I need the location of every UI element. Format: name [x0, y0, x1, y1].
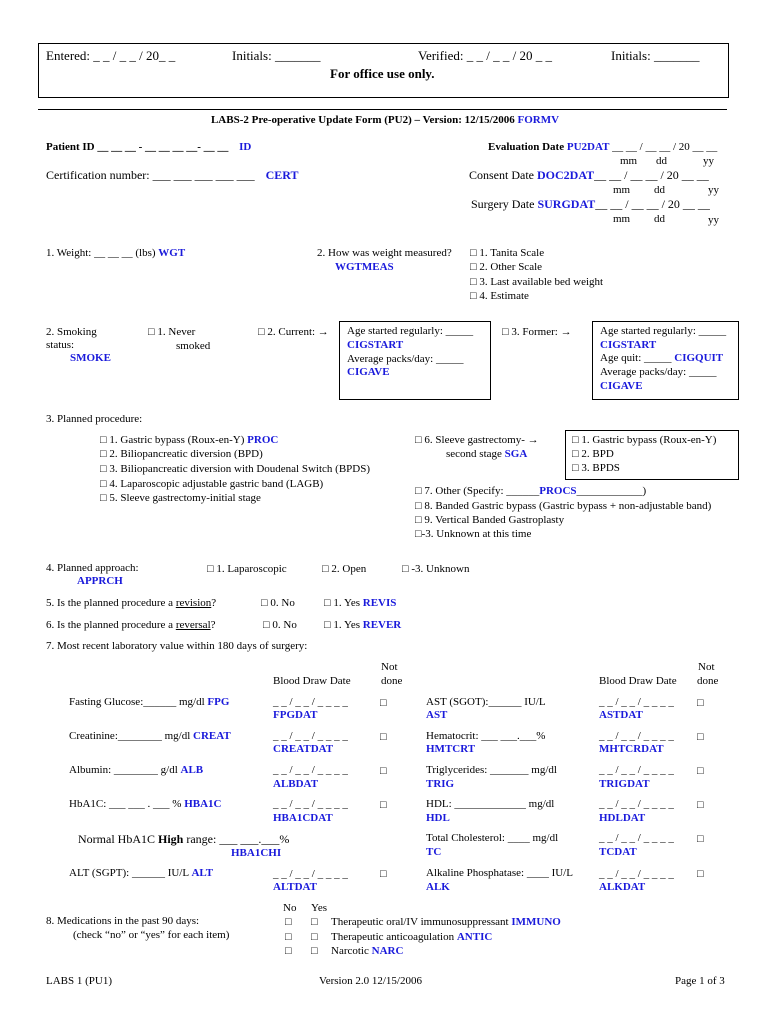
weight-measure-option[interactable]: □ 4. Estimate — [470, 290, 529, 302]
surgery-date-field — [471, 198, 710, 211]
smoking-former-option[interactable]: □ 3. Former: → — [502, 326, 572, 338]
lab-label: HbA1C: ___ ___ . ___ % — [69, 798, 182, 810]
lab-date-blank[interactable]: _ _ / _ _ / _ _ _ _ — [273, 798, 348, 810]
former-age-quit[interactable] — [600, 352, 723, 365]
lab-code: TC — [426, 846, 442, 858]
approach-code: APPRCH — [77, 575, 123, 587]
med-no-checkbox[interactable]: □ — [285, 916, 292, 928]
procedure-option[interactable]: □ 3. Biliopancreatic diversion with Doudenal Switch (BPDS) — [100, 463, 370, 475]
reversal-qmark: ? — [210, 619, 216, 631]
hba1c-high-range[interactable] — [78, 833, 289, 846]
lab-date-blank[interactable]: _ _ / _ _ / _ _ _ _ — [599, 798, 674, 810]
current-age-started-code: CIGSTART — [347, 339, 404, 351]
hba1c-range-bold: High — [158, 832, 184, 846]
not-done-checkbox[interactable]: □ — [697, 731, 704, 743]
procedure-question: 3. Planned procedure: — [46, 413, 143, 425]
reversal-yes-label: □ 1. Yes — [324, 619, 360, 631]
med-item-immuno — [331, 916, 561, 929]
med-code: IMMUNO — [511, 916, 561, 928]
right-not-done-header-1: Not — [698, 661, 715, 673]
lab-date-blank[interactable]: _ _ / _ _ / _ _ _ _ — [273, 696, 348, 708]
left-not-done-header-1: Not — [381, 661, 398, 673]
procedure-option[interactable]: □ 5. Sleeve gastrectomy-initial stage — [100, 492, 261, 504]
former-packs[interactable]: Average packs/day: _____ — [600, 366, 717, 378]
lab-date-blank[interactable]: _ _ / _ _ / _ _ _ _ — [273, 868, 348, 880]
eval-date-blank: __ __ / __ __ / 20 __ __ — [612, 141, 718, 153]
footer-version: Version 2.0 12/15/2006 — [319, 975, 422, 987]
weight-measure-option[interactable]: □ 3. Last available bed weight — [470, 276, 604, 288]
med-no-checkbox[interactable]: □ — [285, 945, 292, 957]
sga-option[interactable]: □ 2. BPD — [572, 448, 614, 460]
revision-question — [46, 597, 216, 610]
not-done-checkbox[interactable]: □ — [697, 868, 704, 880]
lab-date-blank[interactable]: _ _ / _ _ / _ _ _ _ — [599, 730, 674, 742]
sga-option[interactable]: □ 3. BPDS — [572, 462, 620, 474]
medications-question: 8. Medications in the past 90 days: — [46, 915, 200, 927]
med-yes-checkbox[interactable]: □ — [311, 916, 318, 928]
consent-mm: mm — [613, 184, 631, 196]
lab-hdl-value[interactable]: HDL: _____________ mg/dl — [426, 798, 555, 810]
weight-measure-question: 2. How was weight measured? — [317, 247, 452, 259]
lab-alt-value[interactable] — [69, 867, 213, 880]
weight-measure-option[interactable]: □ 1. Tanita Scale — [470, 247, 545, 259]
approach-option[interactable]: □ 1. Laparoscopic — [207, 563, 287, 575]
lab-hba1c-value[interactable] — [69, 798, 221, 811]
not-done-checkbox[interactable]: □ — [380, 799, 387, 811]
reversal-question — [46, 619, 216, 632]
left-not-done-header-2: done — [381, 675, 403, 687]
medications-yes-header: Yes — [311, 902, 328, 914]
consent-date-blank: __ __ / __ __ / 20 __ __ — [594, 168, 709, 182]
lab-code: AST — [426, 709, 448, 721]
surgery-dd: dd — [654, 213, 665, 225]
medications-instructions: (check “no” or “yes” for each item) — [73, 929, 230, 941]
lab-label: ALT (SGPT): ______ IU/L — [69, 867, 189, 879]
former-age-quit-code: CIGQUIT — [674, 352, 724, 364]
reversal-yes-option[interactable] — [324, 619, 401, 632]
weight-field[interactable] — [46, 247, 185, 260]
reversal-question-text: 6. Is the planned procedure a — [46, 619, 174, 631]
current-age-started[interactable]: Age started regularly: _____ — [347, 325, 474, 337]
lab-code: HMTCRT — [426, 743, 476, 755]
lab-date-code: ALTDAT — [273, 881, 318, 893]
lab-code: HBA1C — [184, 798, 222, 810]
surgery-mm: mm — [613, 213, 631, 225]
revision-qmark: ? — [211, 597, 217, 609]
procedure-code: PROC — [247, 434, 279, 446]
lab-label: Creatinine:________ mg/dl — [69, 730, 191, 742]
eval-date-field — [488, 141, 717, 154]
lab-hematocrit-value[interactable]: Hematocrit: ___ ___.___% — [426, 730, 546, 742]
hba1c-range-code: HBA1CHI — [231, 847, 282, 859]
procedure-option[interactable]: □-3. Unknown at this time — [415, 528, 532, 540]
med-item-antic — [331, 931, 492, 944]
lab-date-blank[interactable]: _ _ / _ _ / _ _ _ _ — [599, 764, 674, 776]
lab-date-blank[interactable]: _ _ / _ _ / _ _ _ _ — [599, 832, 674, 844]
med-label: Therapeutic oral/IV immunosuppressant — [331, 916, 509, 928]
sga-option[interactable]: □ 1. Gastric bypass (Roux-en-Y) — [572, 434, 717, 446]
med-yes-checkbox[interactable]: □ — [311, 945, 318, 957]
procedure-other-blank: ____________) — [576, 485, 647, 497]
procedure-option[interactable]: □ 8. Banded Gastric bypass (Gastric bypass + non-adjustable band) — [415, 500, 712, 512]
lab-date-blank[interactable]: _ _ / _ _ / _ _ _ _ — [273, 764, 348, 776]
med-item-narc — [331, 945, 403, 958]
procedure-option[interactable]: □ 4. Laparoscopic adjustable gastric band (LAGB) — [100, 478, 324, 490]
lab-alk-value[interactable]: Alkaline Phosphatase: ____ IU/L — [426, 867, 573, 879]
lab-date-code: ASTDAT — [599, 709, 643, 721]
current-packs-code: CIGAVE — [347, 366, 390, 378]
lab-date-code: FPGDAT — [273, 709, 318, 721]
right-blood-draw-header: Blood Draw Date — [599, 675, 677, 687]
eval-date-label: Evaluation Date — [488, 141, 565, 153]
office-use-note: For office use only. — [330, 66, 435, 81]
lab-date-code: HDLDAT — [599, 812, 646, 824]
consent-dd: dd — [654, 184, 665, 196]
form-title-text: LABS-2 Pre-operative Update Form (PU2) – Version: 12/15/2006 — [210, 114, 515, 126]
lab-cholesterol-value[interactable]: Total Cholesterol: ____ mg/dl — [426, 832, 559, 844]
eval-dd: dd — [656, 155, 667, 167]
not-done-checkbox[interactable]: □ — [380, 765, 387, 777]
smoking-current-option[interactable]: □ 2. Current: → — [258, 326, 329, 338]
patient-id-field — [46, 141, 251, 154]
lab-code: HDL — [426, 812, 450, 824]
consent-date-code: DOC2DAT — [537, 168, 595, 182]
sleeve-code: SGA — [504, 448, 528, 460]
med-yes-checkbox[interactable]: □ — [311, 931, 318, 943]
current-packs[interactable]: Average packs/day: _____ — [347, 353, 464, 365]
procedure-option[interactable]: □ 2. Biliopancreatic diversion (BPD) — [100, 448, 263, 460]
sleeve-second-option[interactable]: □ 6. Sleeve gastrectomy- → — [415, 434, 539, 446]
eval-date-code: PU2DAT — [566, 141, 610, 153]
procedure-other-code: PROCS — [539, 485, 577, 497]
lab-glucose-value[interactable] — [69, 696, 229, 709]
surgery-date-label: Surgery Date — [471, 197, 535, 211]
med-no-checkbox[interactable]: □ — [285, 931, 292, 943]
not-done-checkbox[interactable]: □ — [697, 697, 704, 709]
footer-form-id: LABS 1 (PU1) — [46, 975, 113, 987]
lab-date-code: ALBDAT — [273, 778, 319, 790]
lab-date-blank[interactable]: _ _ / _ _ / _ _ _ _ — [599, 696, 674, 708]
sleeve-second-label — [446, 448, 527, 461]
med-code: NARC — [371, 945, 404, 957]
lab-albumin-value[interactable] — [69, 764, 203, 777]
former-age-quit-label: Age quit: _____ — [600, 352, 672, 364]
consent-date-label: Consent Date — [469, 168, 534, 182]
smoking-label-1: 2. Smoking — [46, 326, 97, 338]
form-code: FORMV — [517, 114, 560, 126]
consent-yy: yy — [708, 184, 719, 196]
surgery-date-code: SURGDAT — [537, 197, 596, 211]
weight-measure-option[interactable]: □ 2. Other Scale — [470, 261, 543, 273]
initials-field-2: Initials: _______ — [611, 48, 700, 63]
former-age-started[interactable]: Age started regularly: _____ — [600, 325, 727, 337]
lab-code: ALT — [191, 867, 214, 879]
not-done-checkbox[interactable]: □ — [380, 868, 387, 880]
patient-id-label: Patient ID __ __ __ - __ __ __ __- __ __ — [46, 141, 229, 153]
approach-option[interactable]: □ -3. Unknown — [402, 563, 470, 575]
revision-question-text: 5. Is the planned procedure a — [46, 597, 174, 609]
revision-yes-label: □ 1. Yes — [324, 597, 360, 609]
revision-yes-option[interactable] — [324, 597, 396, 610]
procedure-other-label: □ 7. Other (Specify: ______ — [415, 485, 540, 497]
lab-date-code: TRIGDAT — [599, 778, 650, 790]
weight-label: 1. Weight: __ __ __ (lbs) — [46, 247, 156, 259]
cert-code: CERT — [265, 168, 299, 182]
cert-field — [46, 169, 299, 182]
consent-date-field — [469, 169, 709, 182]
smoking-code: SMOKE — [70, 352, 111, 364]
surgery-yy: yy — [708, 214, 719, 226]
med-label: Therapeutic anticoagulation — [331, 931, 455, 943]
eval-mm: mm — [620, 155, 638, 167]
lab-code: CREAT — [193, 730, 231, 742]
lab-label: Fasting Glucose:______ mg/dl — [69, 696, 205, 708]
footer-page: Page 1 of 3 — [675, 975, 725, 987]
surgery-date-blank: __ __ / __ __ / 20 __ __ — [595, 197, 710, 211]
former-packs-code: CIGAVE — [600, 380, 643, 392]
eval-yy: yy — [703, 155, 714, 167]
reversal-no-option[interactable]: □ 0. No — [263, 619, 297, 631]
smoking-never-option[interactable]: □ 1. Never — [148, 326, 196, 338]
right-not-done-header-2: done — [697, 675, 719, 687]
smoking-never-label: smoked — [176, 340, 211, 352]
revision-no-option[interactable]: □ 0. No — [261, 597, 295, 609]
reversal-code: REVER — [362, 619, 402, 631]
entered-field: Entered: _ _ / _ _ / 20_ _ — [46, 48, 176, 63]
weight-measure-code: WGTMEAS — [335, 261, 394, 273]
cert-label: Certification number: ___ ___ ___ ___ ___ — [46, 168, 255, 182]
not-done-checkbox[interactable]: □ — [697, 765, 704, 777]
procedure-option-label: □ 1. Gastric bypass (Roux-en-Y) — [100, 434, 245, 446]
verified-field: Verified: _ _ / _ _ / 20 _ _ — [418, 48, 552, 63]
hba1c-range-blank: range: ___ ___.___% — [186, 832, 290, 846]
lab-code: TRIG — [426, 778, 455, 790]
lab-code: ALK — [426, 881, 450, 893]
patient-id-code: ID — [239, 141, 252, 153]
revision-code: REVIS — [362, 597, 397, 609]
lab-date-blank[interactable]: _ _ / _ _ / _ _ _ _ — [273, 730, 348, 742]
sleeve-second-text: second stage — [446, 448, 502, 460]
lab-date-code: HBA1CDAT — [273, 812, 333, 824]
form-title — [0, 114, 770, 127]
former-age-started-code: CIGSTART — [600, 339, 657, 351]
weight-code: WGT — [158, 247, 186, 259]
initials-field-1: Initials: _______ — [232, 48, 321, 63]
lab-trig-value[interactable]: Triglycerides: _______ mg/dl — [426, 764, 557, 776]
lab-date-blank[interactable]: _ _ / _ _ / _ _ _ _ — [599, 868, 674, 880]
left-blood-draw-header: Blood Draw Date — [273, 675, 351, 687]
procedure-option[interactable] — [100, 434, 278, 447]
approach-question: 4. Planned approach: — [46, 562, 139, 574]
lab-date-code: CREATDAT — [273, 743, 334, 755]
not-done-checkbox[interactable]: □ — [697, 833, 704, 845]
procedure-other-option[interactable] — [415, 485, 646, 498]
not-done-checkbox[interactable]: □ — [380, 731, 387, 743]
not-done-checkbox[interactable]: □ — [697, 799, 704, 811]
lab-ast-value[interactable]: AST (SGOT):______ IU/L — [426, 696, 546, 708]
title-rule — [38, 109, 727, 110]
lab-code: ALB — [180, 764, 204, 776]
approach-option[interactable]: □ 2. Open — [322, 563, 367, 575]
lab-date-code: MHTCRDAT — [599, 743, 664, 755]
hba1c-range-label: Normal HbA1C — [78, 832, 155, 846]
revision-word: revision — [175, 597, 212, 609]
lab-date-code: TCDAT — [599, 846, 637, 858]
reversal-word: reversal — [175, 619, 211, 631]
smoking-label-2: status: — [46, 339, 75, 351]
procedure-option[interactable]: □ 9. Vertical Banded Gastroplasty — [415, 514, 565, 526]
lab-creatinine-value[interactable] — [69, 730, 231, 743]
med-label: Narcotic — [331, 945, 369, 957]
lab-code: FPG — [207, 696, 230, 708]
med-code: ANTIC — [456, 931, 493, 943]
lab-label: Albumin: ________ g/dl — [69, 764, 178, 776]
lab-date-code: ALKDAT — [599, 881, 646, 893]
medications-no-header: No — [283, 902, 297, 914]
not-done-checkbox[interactable]: □ — [380, 697, 387, 709]
labs-question: 7. Most recent laboratory value within 180 days of surgery: — [46, 640, 308, 652]
